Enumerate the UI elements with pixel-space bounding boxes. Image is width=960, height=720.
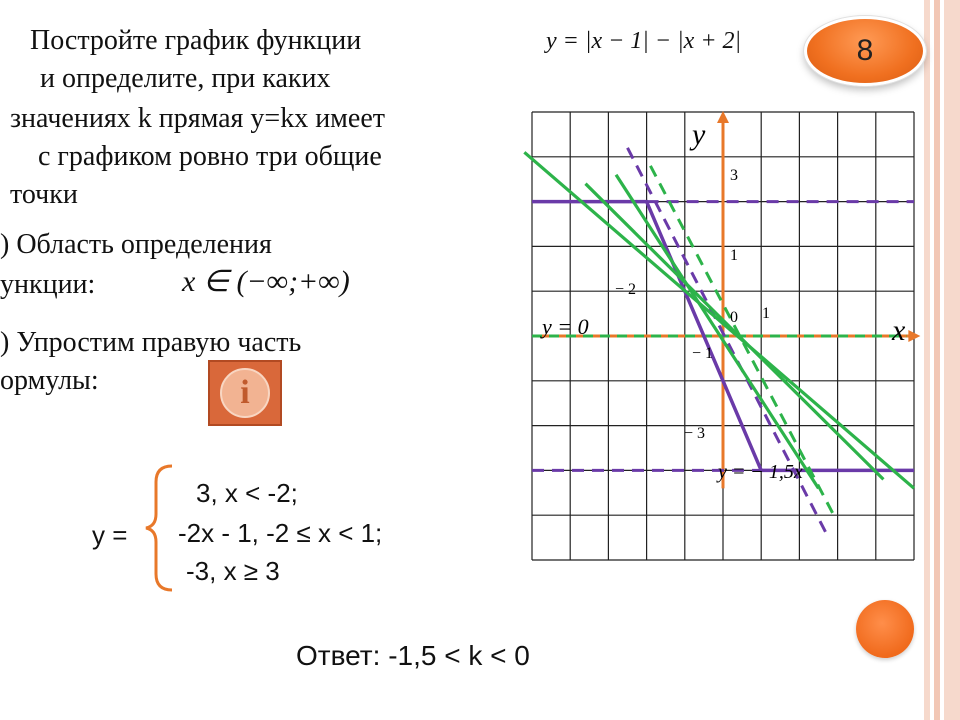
- info-icon: i: [220, 368, 270, 418]
- step2-line1: ) Упростим правую часть: [0, 327, 302, 358]
- piecewise-case-2: -2x - 1, -2 ≤ x < 1;: [178, 518, 383, 548]
- problem-line-2: и определите, при каких: [40, 63, 331, 94]
- tick-y-1: 1: [730, 247, 738, 264]
- tick-y-3: 3: [730, 167, 738, 184]
- piecewise-case-3: -3, x ≥ 3: [186, 556, 280, 586]
- problem-line-3: значениях k прямая y=kx имеет: [10, 103, 385, 134]
- function-graph: [520, 100, 924, 570]
- x-axis-label: x: [892, 314, 906, 347]
- tick-x-neg2: − 2: [615, 281, 637, 298]
- piecewise-case-1: 3, x < -2;: [196, 478, 298, 508]
- line-y0-label: y = 0: [542, 314, 589, 339]
- tick-x-1: 1: [762, 305, 770, 322]
- function-formula: y = |x − 1| − |x + 2|: [546, 28, 742, 54]
- line-y-kx: [585, 184, 883, 480]
- decorative-side-stripes: [924, 0, 960, 720]
- info-button[interactable]: [208, 360, 282, 426]
- answer-text: Ответ: -1,5 < k < 0: [296, 640, 530, 671]
- slide-number: 8: [856, 34, 874, 67]
- step1-line1: ) Область определения: [0, 229, 272, 260]
- line-steep-label: y = − 1,5x: [718, 461, 803, 483]
- tick-y-neg3: − 3: [684, 425, 706, 442]
- tick-origin: 0: [730, 309, 738, 326]
- y-axis-arrow: [717, 111, 729, 123]
- problem-line-1: Постройте график функции: [30, 25, 362, 56]
- slide-number-badge: [804, 16, 926, 86]
- domain-value: x ∈ (−∞;+∞): [182, 265, 350, 298]
- problem-line-5: точки: [10, 179, 78, 210]
- step1-line2: ункции:: [0, 269, 96, 300]
- curly-brace: [140, 462, 180, 594]
- y-axis-label: y: [692, 118, 706, 151]
- piecewise-lhs: y =: [92, 520, 128, 550]
- step2-line2: ормулы:: [0, 365, 99, 396]
- problem-line-4: с графиком ровно три общие: [38, 141, 382, 172]
- tick-y-neg1: − 1: [692, 345, 714, 362]
- navigation-dot[interactable]: [856, 600, 914, 658]
